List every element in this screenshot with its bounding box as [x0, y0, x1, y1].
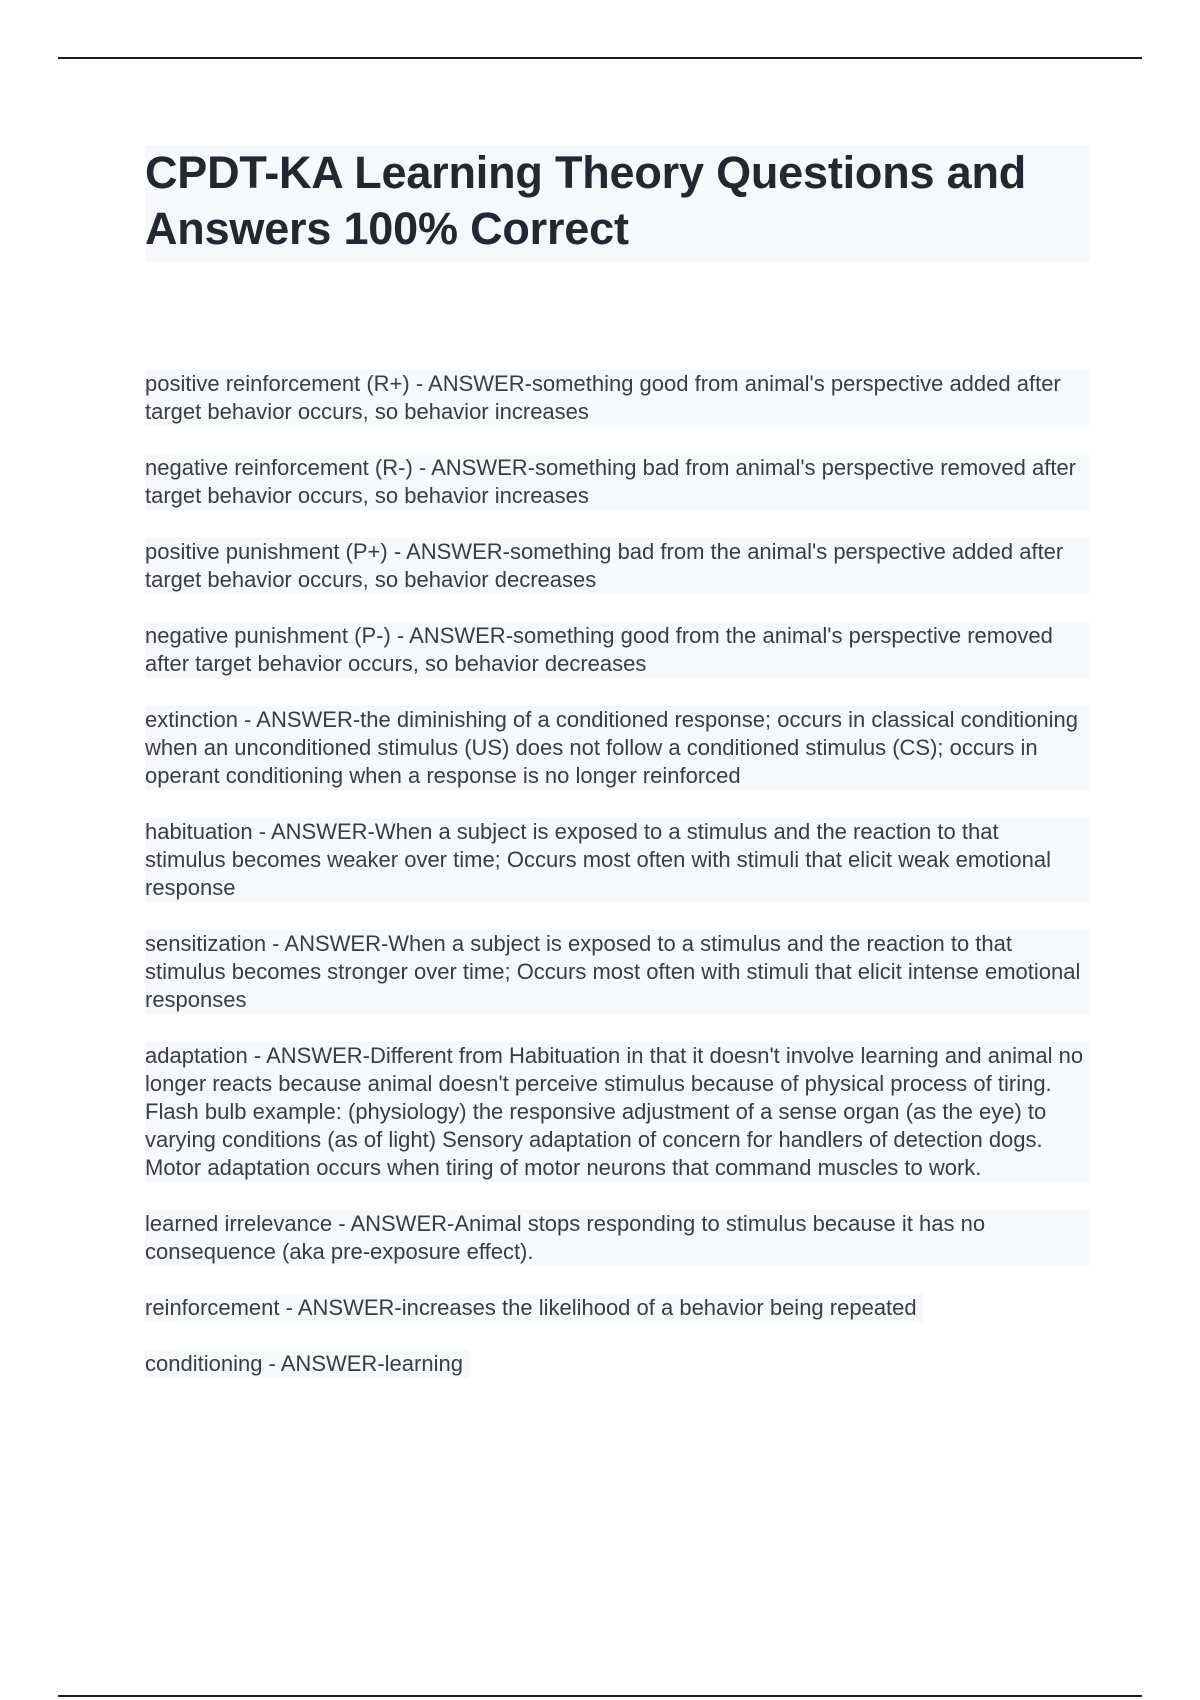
title-block	[145, 145, 1090, 261]
qa-item-negative-reinforcement: negative reinforcement (R-) - ANSWER-something bad from animal's perspective removed after target behavior occurs, so behavior increases	[145, 454, 1090, 510]
qa-item-positive-reinforcement: positive reinforcement (R+) - ANSWER-something good from animal's perspective added after target behavior occurs, so behavior increases	[145, 370, 1090, 426]
qa-item-habituation: habituation - ANSWER-When a subject is exposed to a stimulus and the reaction to that stimulus becomes weaker over time; Occurs most often with stimuli that elicit weak emotional response	[145, 818, 1090, 902]
qa-item-adaptation: adaptation - ANSWER-Different from Habituation in that it doesn't involve learning and animal no longer reacts because animal doesn't perceive stimulus because of physical process of tiring. Flash bulb example: (physiology) the responsive adjustment of a sense organ (as the eye) to varying conditions (as of light) Sensory adaptation of concern for handlers of detection dogs. Motor adaptation occurs when tiring of motor neurons that command muscles to work.	[145, 1042, 1090, 1182]
qa-item-sensitization: sensitization - ANSWER-When a subject is exposed to a stimulus and the reaction to that stimulus becomes stronger over time; Occurs most often with stimuli that elicit intense emotional responses	[145, 930, 1090, 1014]
qa-item-positive-punishment: positive punishment (P+) - ANSWER-something bad from the animal's perspective added after target behavior occurs, so behavior decreases	[145, 538, 1090, 594]
qa-item-learned-irrelevance: learned irrelevance - ANSWER-Animal stops responding to stimulus because it has no consequence (aka pre-exposure effect).	[145, 1210, 1090, 1266]
bottom-rule	[58, 1695, 1142, 1697]
document-title: CPDT-KA Learning Theory Questions and Answers 100% Correct	[145, 147, 1027, 254]
document-body	[145, 145, 1090, 1406]
top-rule	[58, 57, 1142, 59]
qa-list	[145, 370, 1090, 1378]
qa-item-conditioning: conditioning - ANSWER-learning	[145, 1350, 469, 1378]
qa-item-negative-punishment: negative punishment (P-) - ANSWER-something good from the animal's perspective removed after target behavior occurs, so behavior decreases	[145, 622, 1090, 678]
qa-item-reinforcement: reinforcement - ANSWER-increases the likelihood of a behavior being repeated	[145, 1294, 923, 1322]
qa-item-extinction: extinction - ANSWER-the diminishing of a conditioned response; occurs in classical conditioning when an unconditioned stimulus (US) does not follow a conditioned stimulus (CS); occurs in operant conditioning when a response is no longer reinforced	[145, 706, 1090, 790]
